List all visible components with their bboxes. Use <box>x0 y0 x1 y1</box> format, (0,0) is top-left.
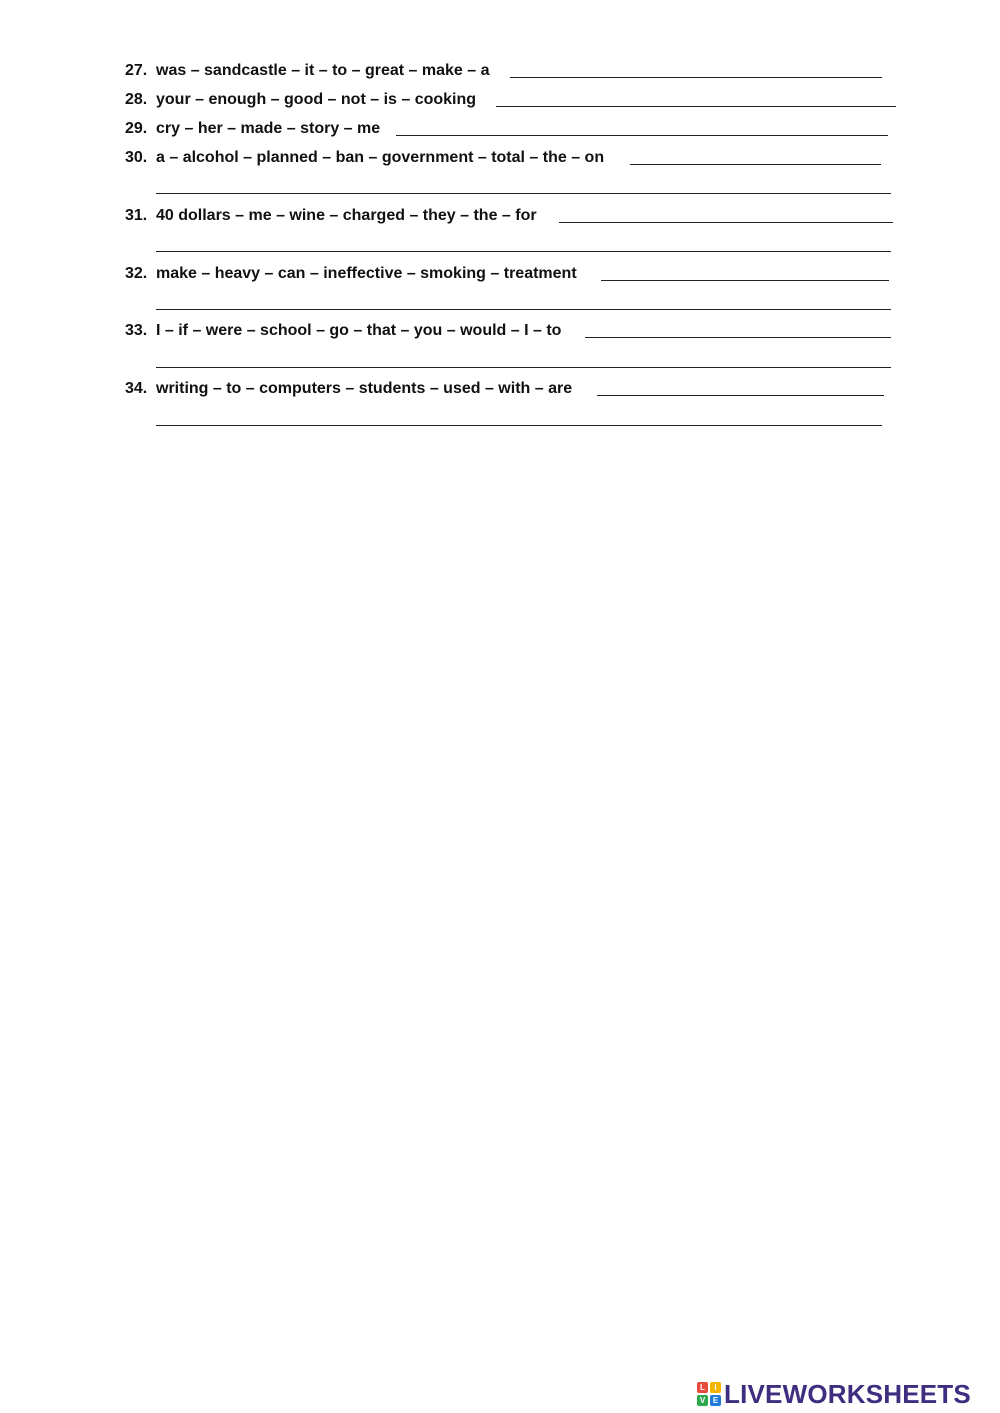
item-words: cry – her – made – story – me <box>156 120 381 137</box>
item-number: 33. <box>125 322 148 339</box>
item-words: a – alcohol – planned – ban – government – total – the – on <box>156 149 605 166</box>
item-words: your – enough – good – not – is – cooking <box>156 91 477 108</box>
logo-mark-tile: E <box>710 1395 721 1406</box>
item-number: 34. <box>125 380 148 397</box>
item-words: make – heavy – can – ineffective – smoking – treatment <box>156 265 577 282</box>
answer-line-33[interactable] <box>585 337 891 338</box>
answer-line-31-continued[interactable] <box>156 251 891 252</box>
answer-line-33-continued[interactable] <box>156 367 891 368</box>
logo-mark-icon <box>697 1382 721 1406</box>
answer-line-34[interactable] <box>597 395 884 396</box>
liveworksheets-logo <box>697 1376 971 1412</box>
answer-line-28[interactable] <box>496 106 896 107</box>
exercise-item-32 <box>125 264 577 284</box>
answer-line-29[interactable] <box>396 135 888 136</box>
exercise-item-33 <box>125 321 561 341</box>
answer-line-32[interactable] <box>601 280 889 281</box>
exercise-item-34 <box>125 379 572 399</box>
logo-mark-tile: L <box>697 1382 708 1393</box>
logo-mark-tile: I <box>710 1382 721 1393</box>
answer-line-27[interactable] <box>510 77 882 78</box>
exercise-item-31 <box>125 206 537 226</box>
item-number: 30. <box>125 149 148 166</box>
item-number: 29. <box>125 120 148 137</box>
item-number: 31. <box>125 207 148 224</box>
item-number: 32. <box>125 265 148 282</box>
item-words: 40 dollars – me – wine – charged – they – the – for <box>156 207 537 224</box>
exercise-item-29 <box>125 119 380 139</box>
item-words: writing – to – computers – students – used – with – are <box>156 380 573 397</box>
exercise-item-30 <box>125 148 604 168</box>
logo-mark-tile: V <box>697 1395 708 1406</box>
item-number: 27. <box>125 62 148 79</box>
answer-line-30-continued[interactable] <box>156 193 891 194</box>
item-words: I – if – were – school – go – that – you – would – I – to <box>156 322 562 339</box>
answer-line-30[interactable] <box>630 164 881 165</box>
item-number: 28. <box>125 91 148 108</box>
item-words: was – sandcastle – it – to – great – make – a <box>156 62 490 79</box>
answer-line-31[interactable] <box>559 222 893 223</box>
answer-line-32-continued[interactable] <box>156 309 891 310</box>
answer-line-34-continued[interactable] <box>156 425 882 426</box>
exercise-item-27 <box>125 61 490 81</box>
exercise-item-28 <box>125 90 476 110</box>
logo-text: LIVEWORKSHEETS <box>724 1379 971 1409</box>
